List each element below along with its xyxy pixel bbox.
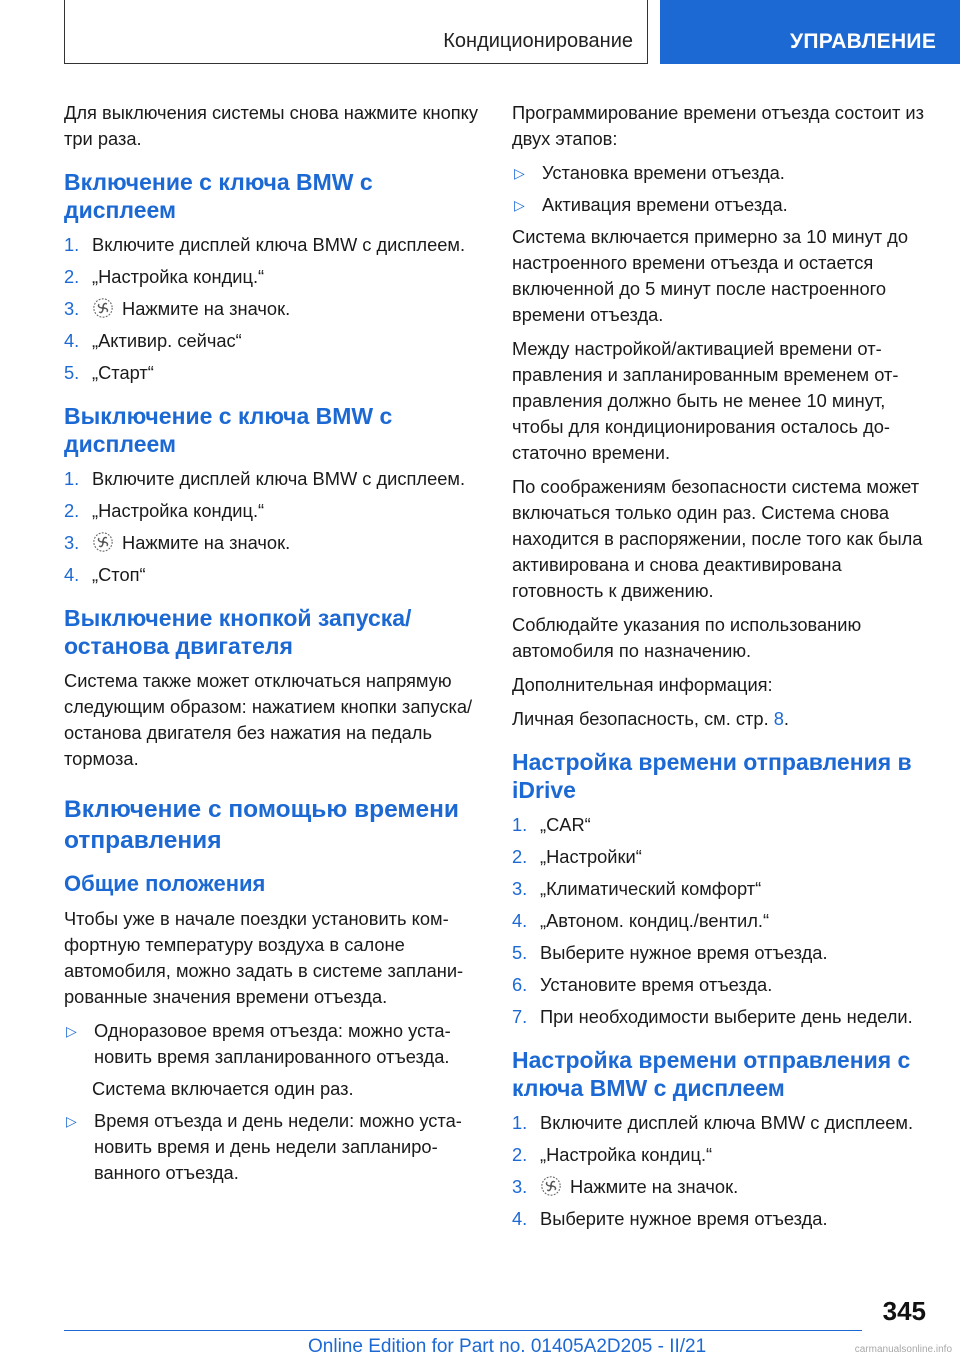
text-system-on: Система включается примерно за 10 минут до настроенного времени отъезда и остается включенной до 5 минут после настроенного времени отъезда. bbox=[512, 226, 909, 325]
step-text: Нажмите на значок. bbox=[540, 1174, 932, 1200]
step-text: Нажмите на значок. bbox=[92, 296, 480, 322]
list-item: ▷ Время отъезда и день недели: можно установить время и день недели запланированного отъезда. bbox=[64, 1108, 480, 1186]
step-number: 1. bbox=[64, 234, 80, 255]
list-item bbox=[512, 812, 932, 838]
right-column bbox=[512, 100, 932, 1238]
footer-divider bbox=[64, 1330, 862, 1331]
heading-disable-button: Выключение кнопкой запуска/останова двигателя bbox=[64, 605, 412, 659]
header-chapter-box bbox=[64, 0, 648, 64]
list-item bbox=[64, 264, 480, 290]
step-text: „Настройка кондиц.“ bbox=[540, 1144, 713, 1165]
text-disable-button: Система также может отключаться напрямую следующим образом: нажатием кнопки запуска/останова двигателя без нажатия на педаль тормоза. bbox=[64, 670, 473, 769]
list-item bbox=[64, 360, 480, 386]
heading-disable-key: Выключение с ключа BMW с дисплеем bbox=[64, 403, 393, 457]
text-general: Чтобы уже в начале поездки установить комфортную температуру воздуха в салоне автомобиля, можно задать в системе запланированные значения времени отъезда. bbox=[64, 908, 464, 1007]
step-text: „Климатический комфорт“ bbox=[540, 878, 762, 899]
list-item bbox=[512, 1174, 932, 1200]
list-item bbox=[512, 972, 932, 998]
list-item bbox=[512, 1004, 932, 1030]
fan-icon bbox=[92, 531, 114, 553]
step-number: 5. bbox=[512, 942, 528, 963]
text-min-interval: Между настройкой/активацией времени отправления и запланированным временем отправления должно быть не менее 10 минут, чтобы для кондиционирования осталось достаточно времени. bbox=[512, 338, 899, 463]
step-number: 1. bbox=[64, 468, 80, 489]
step-number: 4. bbox=[512, 1208, 528, 1229]
step-text: „Настройка кондиц.“ bbox=[92, 266, 265, 287]
page-number: 345 bbox=[882, 1296, 926, 1326]
step-number: 5. bbox=[64, 362, 80, 383]
text-programming: Программирование времени отъезда состоит из двух этапов: bbox=[512, 102, 925, 149]
chapter-title: Кондиционирование bbox=[443, 30, 633, 52]
list-item bbox=[512, 844, 932, 870]
step-number: 3. bbox=[64, 532, 80, 553]
list-key-departure bbox=[512, 1110, 932, 1232]
list-item bbox=[64, 296, 480, 322]
list-general bbox=[64, 1018, 480, 1186]
list-item: ▷ Установка времени отъезда. bbox=[512, 160, 932, 186]
list-item bbox=[512, 940, 932, 966]
heading-key-departure: Настройка времени отправления с ключа BMW с дисплеем bbox=[512, 1047, 911, 1101]
list-item bbox=[512, 876, 932, 902]
fan-icon bbox=[540, 1175, 562, 1197]
step-number: 2. bbox=[64, 266, 80, 287]
step-number: 3. bbox=[64, 298, 80, 319]
list-item bbox=[64, 562, 480, 588]
list-disable-key bbox=[64, 466, 480, 588]
step-text: Установите время отъезда. bbox=[540, 974, 773, 995]
list-item bbox=[512, 1110, 932, 1136]
text-usage: Соблюдайте указания по использованию автомобиля по назначению. bbox=[512, 614, 862, 661]
step-text: „Автоном. кондиц./вентил.“ bbox=[540, 910, 770, 931]
left-column bbox=[64, 100, 480, 1192]
step-number: 6. bbox=[512, 974, 528, 995]
bullet-icon: ▷ bbox=[66, 1113, 77, 1129]
list-enable-key bbox=[64, 232, 480, 386]
heading-general: Общие положения bbox=[64, 871, 266, 896]
list-item-subtext: Система включается один раз. bbox=[92, 1078, 354, 1099]
step-number: 4. bbox=[64, 564, 80, 585]
list-stages bbox=[512, 160, 932, 218]
step-text: Выберите нужное время отъезда. bbox=[540, 942, 828, 963]
list-item bbox=[512, 1142, 932, 1168]
list-item bbox=[64, 498, 480, 524]
intro-text: Для выключения системы снова нажмите кнопку три раза. bbox=[64, 102, 478, 149]
step-text: „Стоп“ bbox=[92, 564, 146, 585]
step-number: 2. bbox=[512, 1144, 528, 1165]
list-item bbox=[64, 328, 480, 354]
step-number: 2. bbox=[512, 846, 528, 867]
step-text: Включите дисплей ключа BMW с дисплеем. bbox=[92, 468, 466, 489]
step-text: Включите дисплей ключа BMW с дисплеем. bbox=[540, 1112, 914, 1133]
footer-edition: Online Edition for Part no. 01405A2D205 - II/21 bbox=[308, 1336, 707, 1357]
list-item: ▷ Активация времени отъезда. bbox=[512, 192, 932, 218]
list-item bbox=[512, 908, 932, 934]
header-section-box bbox=[660, 0, 960, 64]
heading-idrive: Настройка времени отправления в iDrive bbox=[512, 749, 912, 803]
bullet-icon: ▷ bbox=[514, 165, 525, 181]
heading-enable-key: Включение с ключа BMW с дисплеем bbox=[64, 169, 373, 223]
step-text: Выберите нужное время отъезда. bbox=[540, 1208, 828, 1229]
fan-icon bbox=[92, 297, 114, 319]
step-text: „Старт“ bbox=[92, 362, 154, 383]
text-more-info: Дополнительная информация: bbox=[512, 674, 773, 695]
step-text: При необходимости выберите день недели. bbox=[540, 1006, 913, 1027]
step-number: 3. bbox=[512, 878, 528, 899]
step-number: 1. bbox=[512, 814, 528, 835]
step-text: „Настройки“ bbox=[540, 846, 642, 867]
step-number: 4. bbox=[64, 330, 80, 351]
bullet-icon: ▷ bbox=[66, 1023, 77, 1039]
list-item: ▷ Одноразовое время отъезда: можно установить время запланированного отъезда. bbox=[64, 1018, 480, 1070]
step-text: „Активир. сейчас“ bbox=[92, 330, 242, 351]
list-item bbox=[512, 1206, 932, 1232]
step-number: 4. bbox=[512, 910, 528, 931]
text-safety-ref: Личная безопасность, см. стр. 8. bbox=[512, 708, 790, 729]
step-number: 2. bbox=[64, 500, 80, 521]
step-text: „CAR“ bbox=[540, 814, 591, 835]
heading-departure-time: Включение с помощью времени отправления bbox=[64, 796, 459, 854]
step-text: Нажмите на значок. bbox=[92, 530, 480, 556]
step-number: 1. bbox=[512, 1112, 528, 1133]
step-number: 7. bbox=[512, 1006, 528, 1027]
step-number: 3. bbox=[512, 1176, 528, 1197]
step-text: „Настройка кондиц.“ bbox=[92, 500, 265, 521]
bullet-icon: ▷ bbox=[514, 197, 525, 213]
list-item bbox=[64, 466, 480, 492]
text-safety: По соображениям безопасности система может включаться только один раз. Система снова находится в распоряжении, после того как была активирована и снова деактивирована готовность к движению. bbox=[512, 476, 923, 601]
list-idrive bbox=[512, 812, 932, 1030]
watermark: carmanualsonline.info bbox=[854, 1344, 952, 1355]
list-item bbox=[64, 530, 480, 556]
section-title: УПРАВЛЕНИЕ bbox=[790, 30, 937, 53]
list-item bbox=[64, 232, 480, 258]
page-link[interactable]: 8 bbox=[773, 708, 784, 729]
step-text: Включите дисплей ключа BMW с дисплеем. bbox=[92, 234, 466, 255]
